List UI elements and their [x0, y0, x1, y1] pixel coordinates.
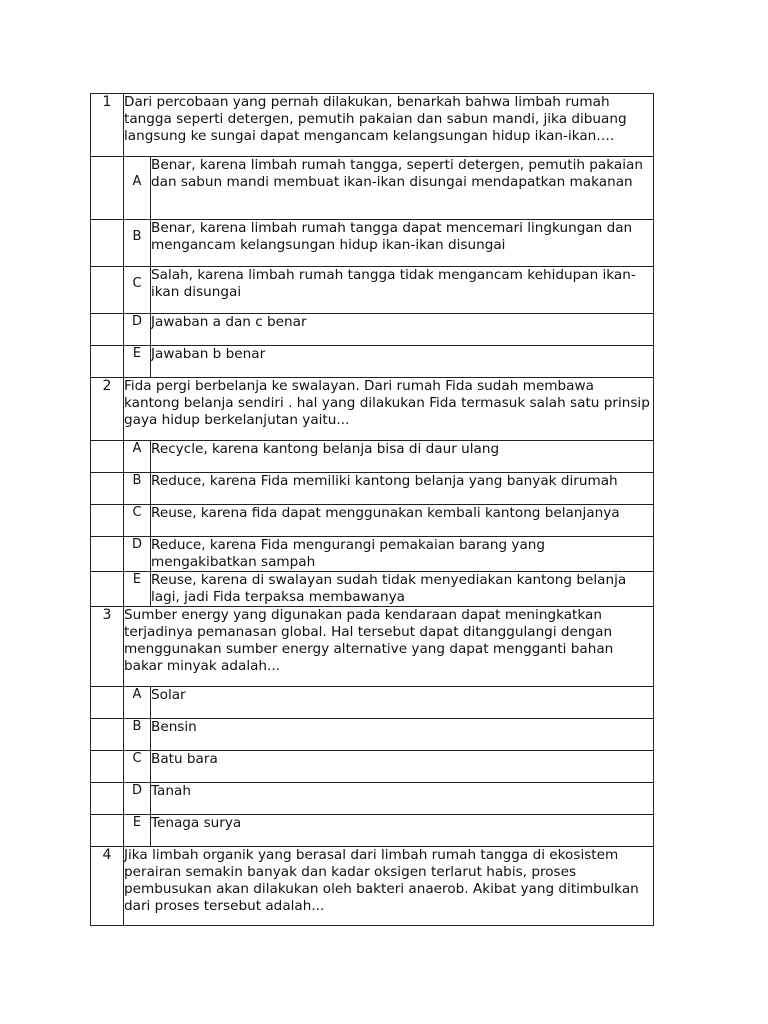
option-row: [91, 346, 654, 378]
blank-cell: [91, 815, 124, 847]
blank-cell: [91, 783, 124, 815]
blank-cell: [91, 314, 124, 346]
option-row: [91, 441, 654, 473]
option-letter: C: [124, 505, 151, 537]
option-row: [91, 751, 654, 783]
blank-cell: [91, 346, 124, 378]
question-number: 1: [91, 94, 124, 157]
option-text: Batu bara: [151, 751, 654, 783]
question-text: Jika limbah organik yang berasal dari limbah rumah tangga di ekosistem perairan semakin banyak dan kadar oksigen terlarut habis, proses pembusukan akan dilakukan oleh bakteri anaerob. Akibat yang ditimbulkan dari proses tersebut adalah...: [124, 847, 654, 926]
blank-cell: [91, 220, 124, 267]
question-text: Fida pergi berbelanja ke swalayan. Dari rumah Fida sudah membawa kantong belanja sendiri . hal yang dilakukan Fida termasuk salah satu prinsip gaya hidup berkelanjutan yaitu...: [124, 378, 654, 441]
option-letter: E: [124, 815, 151, 847]
option-text: Jawaban a dan c benar: [151, 314, 654, 346]
blank-cell: [91, 267, 124, 314]
question-row: [91, 378, 654, 441]
option-row: [91, 267, 654, 314]
option-row: [91, 815, 654, 847]
option-row: [91, 314, 654, 346]
option-row: [91, 719, 654, 751]
option-text: Solar: [151, 687, 654, 719]
question-row: [91, 607, 654, 687]
blank-cell: [91, 157, 124, 220]
option-row: [91, 572, 654, 607]
option-letter: A: [124, 687, 151, 719]
option-row: [91, 687, 654, 719]
option-row: [91, 157, 654, 220]
option-text: Bensin: [151, 719, 654, 751]
option-row: [91, 473, 654, 505]
option-letter: C: [124, 751, 151, 783]
option-letter: E: [124, 572, 151, 607]
option-text: Benar, karena limbah rumah tangga, seperti detergen, pemutih pakaian dan sabun mandi membuat ikan-ikan disungai mendapatkan makanan: [151, 157, 654, 220]
option-text: Reuse, karena di swalayan sudah tidak menyediakan kantong belanja lagi, jadi Fida terpaksa membawanya: [151, 572, 654, 607]
quiz-table: [90, 93, 654, 926]
option-letter: D: [124, 783, 151, 815]
option-text: Jawaban b benar: [151, 346, 654, 378]
option-letter: A: [124, 441, 151, 473]
question-row: [91, 847, 654, 926]
question-number: 4: [91, 847, 124, 926]
blank-cell: [91, 441, 124, 473]
option-text: Recycle, karena kantong belanja bisa di daur ulang: [151, 441, 654, 473]
option-letter: D: [124, 537, 151, 572]
option-row: [91, 220, 654, 267]
question-number: 3: [91, 607, 124, 687]
option-text: Reduce, karena Fida mengurangi pemakaian barang yang mengakibatkan sampah: [151, 537, 654, 572]
option-letter: B: [124, 719, 151, 751]
option-text: Reduce, karena Fida memiliki kantong belanja yang banyak dirumah: [151, 473, 654, 505]
option-letter: B: [124, 220, 151, 267]
option-letter: C: [124, 267, 151, 314]
question-number: 2: [91, 378, 124, 441]
option-letter: E: [124, 346, 151, 378]
option-text: Reuse, karena fida dapat menggunakan kembali kantong belanjanya: [151, 505, 654, 537]
blank-cell: [91, 572, 124, 607]
option-row: [91, 505, 654, 537]
option-letter: B: [124, 473, 151, 505]
option-text: Tanah: [151, 783, 654, 815]
blank-cell: [91, 505, 124, 537]
question-text: Sumber energy yang digunakan pada kendaraan dapat meningkatkan terjadinya pemanasan global. Hal tersebut dapat ditanggulangi dengan menggunakan sumber energy alternative yang dapat mengganti bahan bakar minyak adalah...: [124, 607, 654, 687]
option-letter: D: [124, 314, 151, 346]
option-letter: A: [124, 157, 151, 220]
option-row: [91, 783, 654, 815]
question-row: [91, 94, 654, 157]
blank-cell: [91, 719, 124, 751]
question-text: Dari percobaan yang pernah dilakukan, benarkah bahwa limbah rumah tangga seperti detergen, pemutih pakaian dan sabun mandi, jika dibuang langsung ke sungai dapat mengancam kelangsungan hidup ikan-ikan….: [124, 94, 654, 157]
option-text: Benar, karena limbah rumah tangga dapat mencemari lingkungan dan mengancam kelangsungan hidup ikan-ikan disungai: [151, 220, 654, 267]
option-text: Salah, karena limbah rumah tangga tidak mengancam kehidupan ikan-ikan disungai: [151, 267, 654, 314]
blank-cell: [91, 687, 124, 719]
blank-cell: [91, 751, 124, 783]
blank-cell: [91, 473, 124, 505]
blank-cell: [91, 537, 124, 572]
option-text: Tenaga surya: [151, 815, 654, 847]
option-row: [91, 537, 654, 572]
